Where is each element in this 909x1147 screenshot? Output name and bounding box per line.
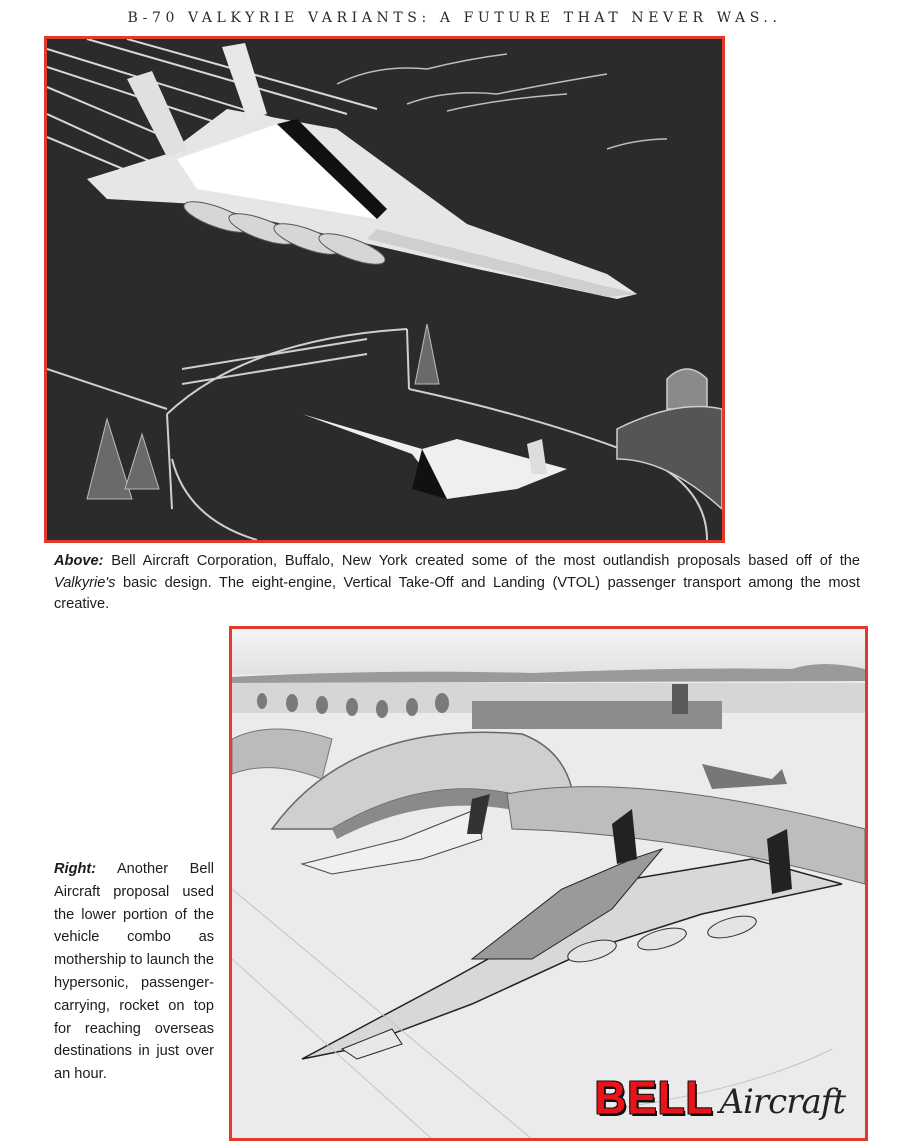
hypersonic-mothership-illustration <box>229 626 868 1141</box>
caption-right-label: Right: <box>54 861 97 877</box>
caption-right <box>54 858 214 1086</box>
vtol-transport-artwork <box>47 39 722 540</box>
caption-above-italic: Valkyrie's <box>54 574 116 591</box>
caption-right-text: Another Bell Aircraft proposal used the lower portion of the vehicle combo as mothership to launch the hypersonic, passenger-carrying, rocket on top for reaching overseas destinations in just over an hour. <box>54 861 214 1083</box>
logo-aircraft-script: Aircraft <box>719 1082 845 1122</box>
page-title: B-70 VALKYRIE VARIANTS: A FUTURE THAT NEVER WAS.. <box>127 10 782 26</box>
logo-bell-text: BELL <box>594 1072 714 1125</box>
vtol-transport-illustration <box>44 36 725 543</box>
caption-above <box>54 551 860 616</box>
caption-above-text-2: basic design. The eight-engine, Vertical Take-Off and Landing (VTOL) passenger transport among the most creative. <box>54 574 860 612</box>
airport-artwork <box>232 629 865 1138</box>
bell-aircraft-logo <box>595 1074 845 1124</box>
caption-above-text-1: Bell Aircraft Corporation, Buffalo, New York created some of the most outlandish proposals based off of the <box>103 553 860 569</box>
caption-above-label: Above: <box>54 553 104 569</box>
